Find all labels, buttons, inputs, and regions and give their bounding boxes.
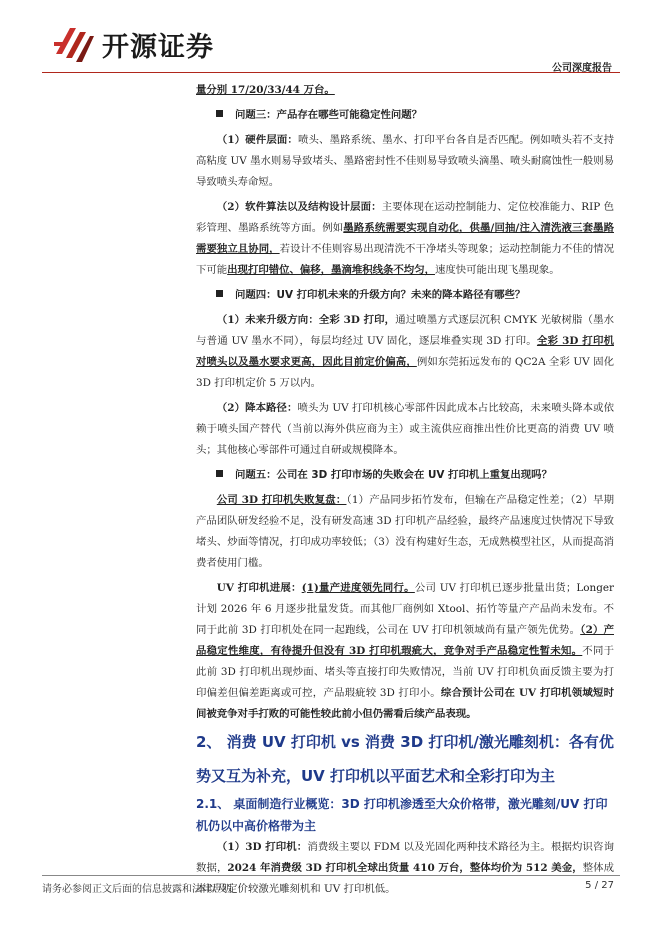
logo-mark-icon [52, 24, 96, 64]
subsection-heading: 2.1、 桌面制造行业概览：3D 打印机渗透至大众价格带，激光雕刻/UV 打印机仍以中高价格带为主 [196, 797, 608, 833]
page-number: 5 / 27 [585, 880, 614, 891]
footer-disclaimer: 请务必参阅正文后面的信息披露和法律声明 [42, 884, 232, 895]
paragraph: 量分别 17/20/33/44 万台。 [196, 84, 335, 96]
bullet-icon [216, 470, 223, 477]
company-logo [52, 24, 214, 64]
question-heading: 问题五：公司在 3D 打印市场的失败会在 UV 打印机上重复出现吗？ [196, 465, 614, 486]
report-type-label: 公司深度报告 [552, 63, 612, 74]
paragraph: UV 打印机进展：(1)量产进度领先同行。公司 UV 打印机已逐步批量出货；Longer 计划 2026 年 6 月逐步批量发货。而其他厂商例如 Xtool、拓竹等量产产品尚未发布。不同于此前 3D 打印机处在同一起跑线，公司在 UV 打印机领域尚有量产领先优势。（2）产品稳定性维度，有待提升但没有 3D 打印机瑕疵大，竞争对手产品稳定性暂未知。不同于此前 3D 打印机出现炒面、堵头等直接打印失败情况，当前 UV 打印机负面反馈主要为打印偏差但偏差距离或可控，产品瑕疵较 3D 打印小。综合预计公司在 UV 打印机领域短时间被竞争对手打败的可能性较此前小但仍需看后续产品表现。 [196, 582, 615, 720]
header-divider [42, 72, 620, 73]
paragraph: （1）3D 打印机：消费级主要以 FDM 以及光固化两种技术路径为主。根据灼识咨询数据，2024 年消费级 3D 打印机全球出货量 410 万台，整体均价为 512 美金，整体成本以及定价较激光雕刻机和 UV 打印机低。 [196, 841, 615, 895]
logo-text: 开源证券 [102, 31, 214, 63]
paragraph: 公司 3D 打印机失败复盘：（1）产品同步拓竹发布，但输在产品稳定性差；（2）早期产品团队研发经验不足，没有研发高速 3D 打印机产品经验，最终产品速度过快情况下导致堵头、炒面等情况，打印成功率较低；（3）没有构建好生态，无成熟模型社区，从而提高消费者使用门槛。 [196, 494, 614, 569]
paragraph: （2）降本路径：喷头为 UV 打印机核心零部件因此成本占比较高，未来喷头降本或依赖于喷头国产替代（当前以海外供应商为主）或主流供应商推出性价比更高的消费 UV 喷头；其他核心零部件可通过自研或规模降本。 [196, 402, 614, 456]
paragraph: （1）硬件层面：喷头、墨路系统、墨水、打印平台各自是否匹配。例如喷头若不支持高粘度 UV 墨水则易导致堵头、墨路密封性不佳则易导致喷头滴墨、喷头耐腐蚀性一般则易导致喷头寿命短。 [196, 134, 614, 188]
section-heading: 2、 消费 UV 打印机 vs 消费 3D 打印机/激光雕刻机：各有优势又互为补充，UV 打印机以平面艺术和全彩打印为主 [196, 733, 614, 785]
footer-divider [42, 875, 620, 876]
paragraph: （1）未来升级方向：全彩 3D 打印，通过喷墨方式逐层沉积 CMYK 光敏树脂（墨水与普通 UV 墨水不同），每层均经过 UV 固化，逐层堆叠实现 3D 打印。全彩 3D 打印机对喷头以及墨水要求更高，因此目前定价偏高，例如东莞拓远发布的 QC2A 全彩 UV 固化 3D 打印机定价 5 万以内。 [196, 314, 614, 389]
bullet-icon [216, 110, 223, 117]
paragraph: （2）软件算法以及结构设计层面：主要体现在运动控制能力、定位校准能力、RIP 色彩管理、墨路系统等方面。例如墨路系统需要实现自动化，供墨/回抽/注入清洗液三套墨路需要独立且协同，若设计不佳则容易出现清洗不干净堵头等现象；运动控制能力不佳的情况下可能出现打印错位、偏移，墨滴堆积线条不均匀，速度快可能出现飞墨现象。 [196, 201, 615, 276]
question-heading: 问题四：UV 打印机未来的升级方向？未来的降本路径有哪些？ [196, 285, 614, 306]
bullet-icon [216, 290, 223, 297]
main-content [196, 80, 614, 900]
question-heading: 问题三：产品存在哪些可能稳定性问题？ [196, 105, 614, 126]
